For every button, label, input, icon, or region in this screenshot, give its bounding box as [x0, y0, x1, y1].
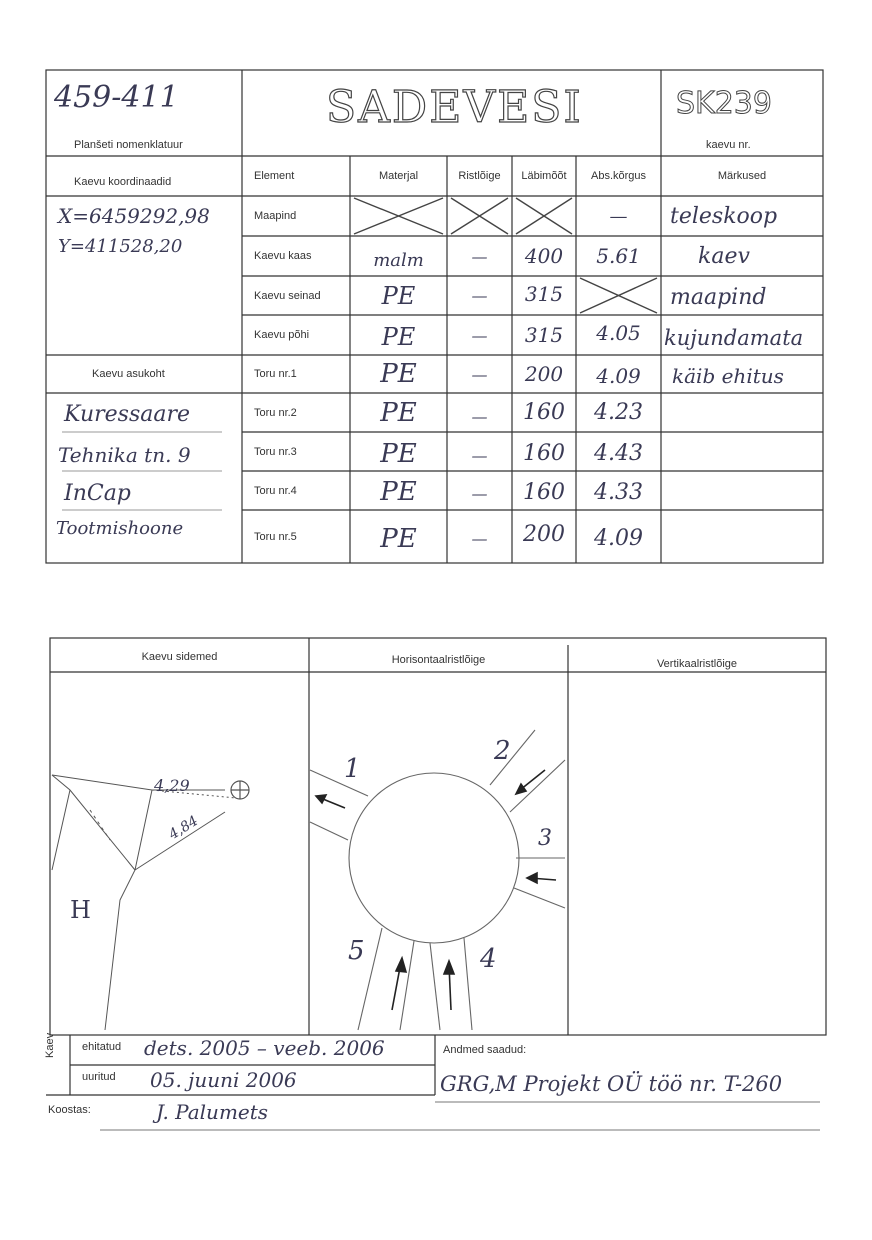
pipe-number-label: 4	[480, 944, 497, 974]
location-line: Tootmishoone	[56, 518, 184, 539]
material-cell: PE	[380, 359, 417, 389]
location-line: InCap	[64, 481, 131, 506]
coordinate-x: X=6459292,98	[58, 204, 210, 228]
nomenclature-label: Planšeti nomenklatuur	[74, 139, 183, 151]
pipe-3-arrowhead	[527, 873, 537, 883]
material-cell: PE	[381, 281, 416, 310]
element-name: Kaevu seinad	[254, 289, 321, 302]
element-name: Kaevu kaas	[254, 250, 312, 262]
section-cell: —	[471, 325, 488, 345]
built-label: ehitatud	[82, 1041, 122, 1053]
material-cell: PE	[380, 438, 417, 469]
building-label: H	[70, 896, 91, 924]
element-name: Toru nr.4	[254, 484, 297, 497]
header-diameter: Läbimõõt	[521, 170, 567, 182]
vertical-section-label: Vertikaalristlõige	[656, 658, 738, 670]
material-cell: PE	[380, 476, 417, 507]
elevation-cell: 5.61	[596, 244, 641, 268]
section-cell: —	[471, 286, 488, 305]
elevation-cell: 4.09	[596, 364, 641, 388]
pipe-number-label: 5	[348, 936, 365, 966]
element-name: Maapind	[254, 210, 297, 222]
section-cell: —	[471, 446, 488, 465]
surveyed-label: uuritud	[82, 1071, 116, 1083]
remarks-cell: kaev	[698, 243, 750, 269]
remarks-cell: kujundamata	[664, 326, 804, 350]
element-name: Toru nr.5	[254, 530, 297, 543]
diameter-cell: 160	[523, 400, 565, 425]
horizontal-section-label: Horisontaalristlõige	[391, 654, 486, 666]
header-elevation: Abs.kõrgus	[590, 170, 647, 182]
diameter-cell: 160	[523, 441, 565, 466]
location-line: Kuressaare	[64, 402, 191, 427]
well-number-value: SK239	[676, 86, 772, 121]
well-number-label: kaevu nr.	[706, 139, 751, 151]
pipe-number-label: 3	[538, 826, 552, 851]
element-name: Kaevu põhi	[254, 329, 310, 341]
diameter-cell: 160	[523, 480, 565, 505]
diameter-cell: 400	[524, 244, 564, 268]
header-material: Materjal	[378, 170, 419, 182]
remarks-cell: maapind	[670, 285, 767, 310]
diameter-cell: 200	[524, 362, 564, 386]
section-cell: —	[471, 484, 488, 503]
elevation-cell: 4.43	[594, 441, 643, 466]
elevation-cell: 4.33	[594, 480, 643, 505]
side-label: Kaev	[44, 1032, 56, 1058]
surveyed-value: 05. juuni 2006	[150, 1068, 297, 1092]
pipe-4-arrowhead	[444, 961, 454, 974]
pipe-number-label: 1	[344, 754, 361, 784]
section-cell: —	[471, 529, 488, 548]
element-name: Toru nr.2	[254, 406, 297, 419]
compiled-value: J. Palumets	[156, 1100, 269, 1124]
material-cell: PE	[380, 523, 417, 554]
location-label: Kaevu asukoht	[92, 368, 165, 380]
data-source-value: GRG,M Projekt OÜ töö nr. T-260	[440, 1072, 783, 1096]
elevation-cell: 4.05	[596, 321, 641, 345]
remarks-cell: käib ehitus	[672, 364, 784, 388]
diameter-cell: 315	[524, 281, 564, 306]
coordinate-y: Y=411528,20	[58, 236, 183, 257]
header-remarks: Märkused	[717, 170, 767, 182]
header-element: Element	[254, 170, 295, 182]
form-title: SADEVESI	[326, 82, 583, 133]
elevation-cell: 4.23	[594, 400, 643, 425]
diameter-cell: 200	[523, 522, 565, 547]
ties-label: Kaevu sidemed	[141, 651, 218, 663]
remarks-cell: teleskoop	[670, 203, 778, 229]
coordinates-label: Kaevu koordinaadid	[74, 176, 172, 188]
pipe-1-arrowhead	[316, 795, 326, 803]
section-cell: —	[471, 246, 488, 266]
material-cell: PE	[380, 397, 417, 428]
element-name: Toru nr.3	[254, 445, 297, 458]
section-cell: —	[471, 407, 488, 426]
diameter-cell: 315	[524, 323, 564, 347]
nomenclature-value: 459-411	[54, 80, 179, 115]
data-source-label: Andmed saadud:	[443, 1044, 527, 1056]
pipe-5-arrowhead	[396, 958, 406, 972]
tie-distance-2: 4,84	[166, 812, 202, 844]
location-line: Tehnika tn. 9	[58, 443, 191, 467]
section-cell: —	[471, 364, 488, 384]
pipe-number-label: 2	[494, 736, 511, 766]
built-value: dets. 2005 – veeb. 2006	[144, 1036, 385, 1060]
material-cell: malm	[373, 249, 424, 271]
compiled-label: Koostas:	[48, 1104, 91, 1116]
elevation-cell: 4.09	[594, 526, 643, 551]
header-section: Ristlõige	[458, 170, 501, 182]
tie-distance-1: 4,29	[154, 776, 190, 795]
manhole-circle	[349, 773, 519, 943]
element-name: Toru nr.1	[254, 368, 297, 380]
elevation-cell: —	[609, 205, 628, 227]
material-cell: PE	[381, 323, 416, 351]
